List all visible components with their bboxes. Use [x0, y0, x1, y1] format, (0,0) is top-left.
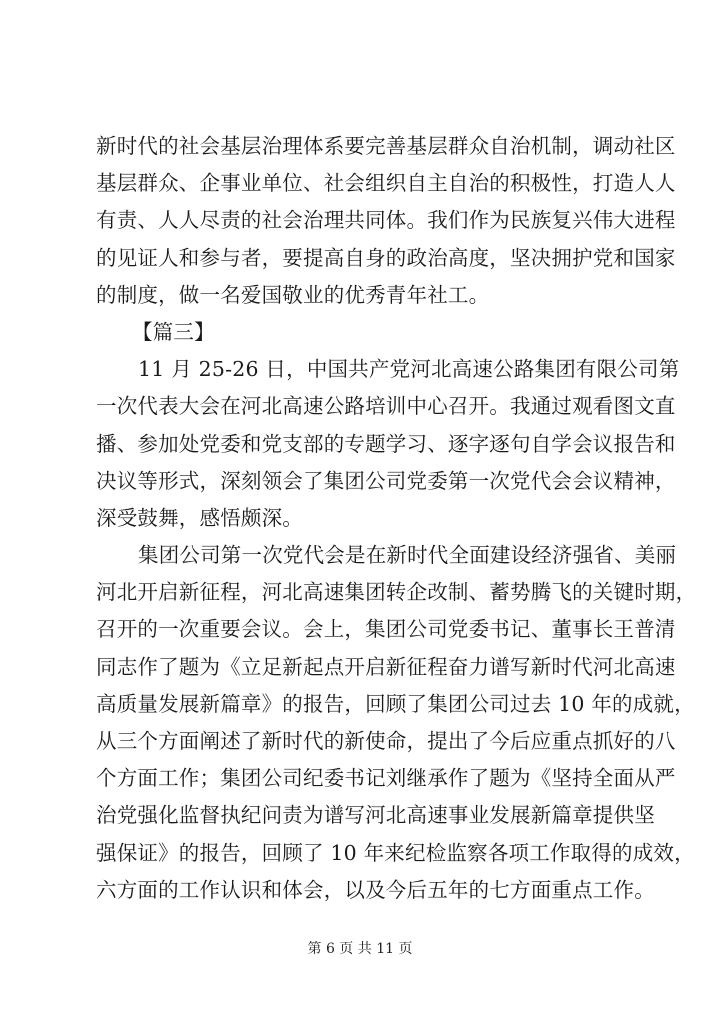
text-line: 强保证》的报告，回顾了 10 年来纪检监察各项工作取得的成效，: [96, 840, 695, 865]
text-line: 六方面的工作认识和体会，以及今后五年的七方面重点工作。: [96, 877, 655, 902]
text-line: 有责、人人尽责的社会治理共同体。我们作为民族复兴伟大进程: [96, 208, 676, 233]
text-line: 新时代的社会基层治理体系要完善基层群众自治机制，调动社区: [96, 134, 676, 158]
text-line: 深受鼓舞，感悟颇深。: [96, 505, 303, 530]
section-heading: 【篇三】: [132, 319, 215, 344]
text-line: 集团公司第一次党代会是在新时代全面建设经济强省、美丽: [138, 543, 677, 568]
text-line: 从三个方面阐述了新时代的新使命，提出了今后应重点抓好的八: [96, 729, 676, 753]
text-line: 决议等形式，深刻领会了集团公司党委第一次党代会会议精神，: [96, 468, 676, 493]
text-line: 河北开启新征程，河北高速集团转企改制、蓄势腾飞的关键时期，: [96, 580, 697, 605]
text-line: 11 月 25-26 日，中国共产党河北高速公路集团有限公司第: [138, 357, 680, 382]
text-line: 高质量发展新篇章》的报告，回顾了集团公司过去 10 年的成就，: [96, 691, 695, 716]
text-line: 召开的一次重要会议。会上，集团公司党委书记、董事长王普清: [96, 617, 676, 642]
text-line: 的见证人和参与者，要提高自身的政治高度，坚决拥护党和国家: [96, 245, 676, 270]
text-line: 治党强化监督执纪问责为谱写河北高速事业发展新篇章提供坚: [96, 803, 655, 828]
text-line: 一次代表大会在河北高速公路培训中心召开。我通过观看图文直: [96, 394, 676, 419]
text-line: 基层群众、企事业单位、社会组织自主自治的积极性，打造人人: [96, 171, 676, 196]
text-line: 同志作了题为《立足新起点开启新征程奋力谱写新时代河北高速: [96, 654, 676, 679]
text-line: 个方面工作；集团公司纪委书记刘继承作了题为《坚持全面从严: [96, 766, 676, 791]
page-footer: 第 6 页 共 11 页: [307, 941, 413, 957]
text-line: 的制度，做一名爱国敬业的优秀青年社工。: [96, 282, 490, 307]
text-line: 播、参加处党委和党支部的专题学习、逐字逐句自学会议报告和: [96, 431, 676, 456]
document-body: [96, 128, 697, 909]
